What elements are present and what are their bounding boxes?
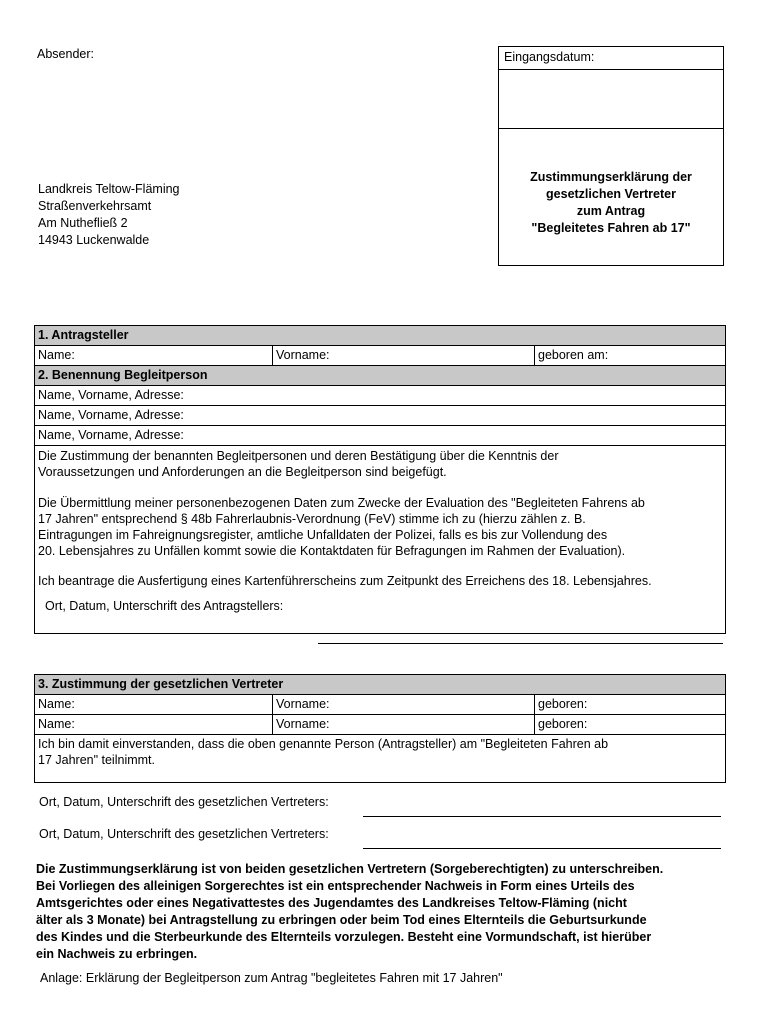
- guardian1-signature-label: Ort, Datum, Unterschrift des gesetzlichen Vertreters:: [39, 795, 329, 809]
- data-consent-paragraph: [38, 495, 722, 559]
- sender-label: Absender:: [37, 47, 94, 61]
- consent-line: Die Übermittlung meiner personenbezogenen Daten zum Zwecke der Evaluation des "Begleiteten Fahrens ab: [38, 496, 645, 510]
- section3-title: 3. Zustimmung der gesetzlichen Vertreter: [35, 675, 726, 695]
- applicant-signature-label: Ort, Datum, Unterschrift des Antragstellers:: [45, 599, 284, 613]
- applicant-signature-line[interactable]: [318, 643, 723, 644]
- form-title: [499, 129, 723, 237]
- guardian2-signature-label: Ort, Datum, Unterschrift des gesetzlichen Vertreters:: [39, 827, 329, 841]
- note-line: Bei Vorliegen des alleinigen Sorgerechtes ist ein entsprechender Nachweis in Form eines Urteils des: [36, 879, 635, 893]
- guardian-consent-line: 17 Jahren" teilnimmt.: [38, 753, 155, 767]
- note-line: Amtsgerichtes oder eines Negativattestes des Jugendamtes des Landkreises Teltow-Fläming (nicht: [36, 896, 627, 910]
- declaration-cell: [35, 446, 726, 634]
- guardian-consent-cell: [35, 735, 726, 783]
- declaration-paragraph-1: [38, 448, 722, 480]
- section2-title: 2. Benennung Begleitperson: [35, 366, 726, 386]
- consent-line: Eintragungen im Fahreignungsregister, amtliche Unfalldaten der Polizei, falls es bis zur Vollendung des: [38, 528, 608, 542]
- address-line: Landkreis Teltow-Fläming: [38, 182, 180, 196]
- companion-field-3[interactable]: Name, Vorname, Adresse:: [35, 426, 726, 446]
- guardian2-birth-field[interactable]: geboren:: [535, 715, 726, 735]
- guardian2-name-field[interactable]: Name:: [35, 715, 273, 735]
- form-title-line: zum Antrag: [576, 204, 646, 218]
- receipt-box: [498, 46, 724, 266]
- address-line: 14943 Luckenwalde: [38, 233, 150, 247]
- companion-field-2[interactable]: Name, Vorname, Adresse:: [35, 406, 726, 426]
- guardian-consent-line: Ich bin damit einverstanden, dass die oben genannte Person (Antragsteller) am "Begleiteten Fahren ab: [38, 737, 609, 751]
- declaration-line: Voraussetzungen und Anforderungen an die Begleitperson sind beigefügt.: [38, 465, 447, 479]
- declaration-line: Die Zustimmung der benannten Begleitpersonen und deren Bestätigung über die Kenntnis der: [38, 449, 559, 463]
- card-license-request: Ich beantrage die Ausfertigung eines Kartenführerscheins zum Zeitpunkt des Erreichens des 18. Lebensjahres.: [38, 574, 652, 588]
- consent-line: 17 Jahren" entsprechend § 48b Fahrerlaubnis-Verordnung (FeV) stimme ich zu (hierzu zählen z. B.: [38, 512, 586, 526]
- section1-title: 1. Antragsteller: [35, 326, 726, 346]
- address-line: Am Nuthefließ 2: [38, 216, 128, 230]
- guardian1-firstname-field[interactable]: Vorname:: [273, 695, 535, 715]
- guardian1-birth-field[interactable]: geboren:: [535, 695, 726, 715]
- applicant-birthdate-field[interactable]: geboren am:: [535, 346, 726, 366]
- note-line: älter als 3 Monate) bei Antragstellung zu erbringen oder beim Tod eines Elternteils die Geburtsurkunde: [36, 913, 647, 927]
- consent-line: 20. Lebensjahres zu Unfällen kommt sowie die Kontaktdaten für Befragungen im Rahmen der Evaluation).: [38, 544, 626, 558]
- note-line: des Kindes und die Sterbeurkunde des Elternteils vorzulegen. Besteht eine Vormundschaft, ist hierüber: [36, 930, 652, 944]
- note-line: Die Zustimmungserklärung ist von beiden gesetzlichen Vertretern (Sorgeberechtigten) zu unterschreiben.: [36, 862, 664, 876]
- form-title-line: Zustimmungserklärung der: [530, 170, 692, 184]
- guardian-table: [34, 674, 726, 783]
- recipient-address: [38, 181, 180, 249]
- receipt-date-field[interactable]: [499, 70, 723, 129]
- form-title-line: "Begleitetes Fahren ab 17": [531, 221, 691, 235]
- legal-note: [36, 861, 746, 963]
- address-line: Straßenverkehrsamt: [38, 199, 152, 213]
- receipt-date-label: Eingangsdatum:: [499, 47, 723, 70]
- note-line: ein Nachweis zu erbringen.: [36, 947, 198, 961]
- applicant-table: [34, 325, 726, 634]
- guardian1-name-field[interactable]: Name:: [35, 695, 273, 715]
- form-title-line: gesetzlichen Vertreter: [546, 187, 676, 201]
- companion-field-1[interactable]: Name, Vorname, Adresse:: [35, 386, 726, 406]
- guardian2-firstname-field[interactable]: Vorname:: [273, 715, 535, 735]
- guardian2-signature-line[interactable]: [363, 848, 721, 849]
- guardian1-signature-line[interactable]: [363, 816, 721, 817]
- applicant-name-field[interactable]: Name:: [35, 346, 273, 366]
- applicant-firstname-field[interactable]: Vorname:: [273, 346, 535, 366]
- attachment-note: Anlage: Erklärung der Begleitperson zum Antrag "begleitetes Fahren mit 17 Jahren": [40, 971, 503, 985]
